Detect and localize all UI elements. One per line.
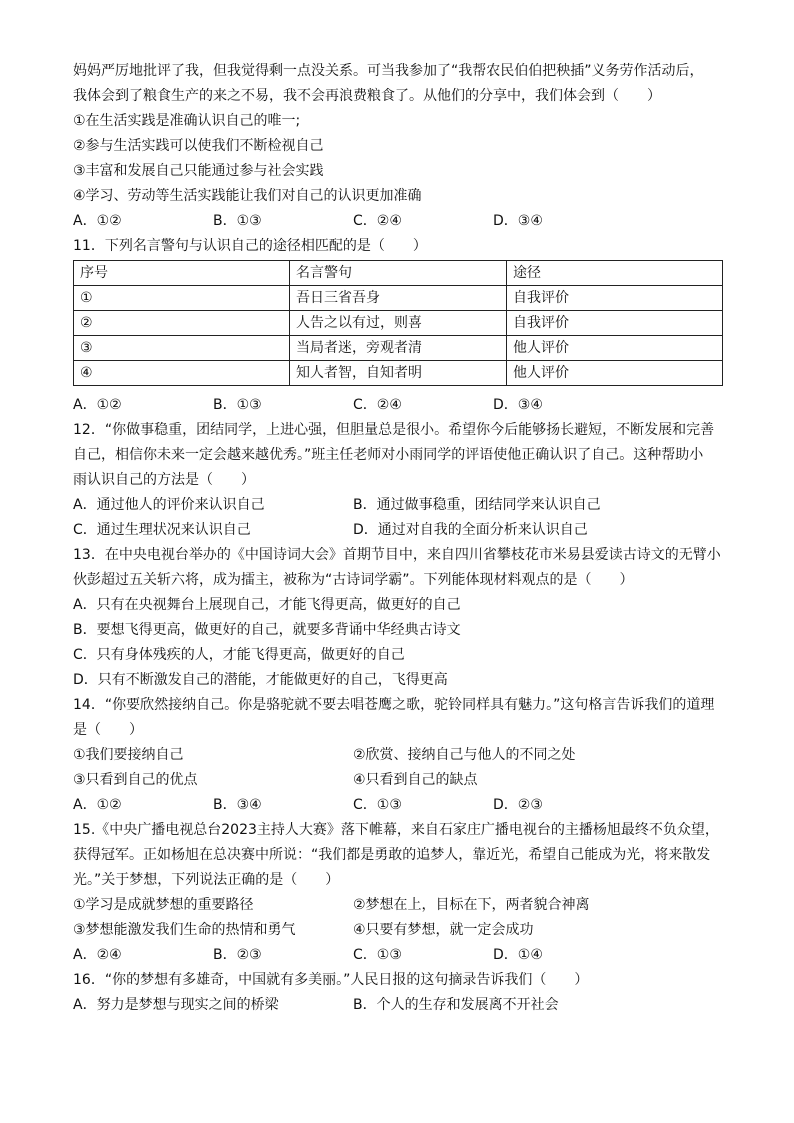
q16-option-b: B．个人的生存和发展离不开社会 (353, 997, 559, 1013)
q11-stem: 11．下列名言警句与认识自己的途径相匹配的是（ ） (73, 238, 427, 254)
q14-item4: ④只看到自己的缺点 (353, 772, 478, 788)
q12-line2: 自己，相信你未来一定会越来越优秀。”班主任老师对小雨同学的评语使他正确认识了自己。这种帮助小 (73, 447, 704, 463)
table-row (74, 361, 723, 386)
table-cell: 自我评价 (507, 311, 723, 336)
q15-option-c: C．①③ (353, 947, 402, 963)
table-cell: 自我评价 (507, 286, 723, 311)
table-cell: 人告之以有过，则喜 (290, 311, 507, 336)
q14-line2: 是（ ） (73, 722, 143, 738)
q13-option-a: A．只有在央视舞台上展现自己，才能飞得更高，做更好的自己 (73, 597, 461, 613)
table-header-cell: 途径 (507, 261, 723, 286)
q13-line1: 13．在中央电视台举办的《中国诗词大会》首期节目中，来自四川省攀枝花市米易县爱读古诗文的无臂小 (73, 547, 721, 563)
q11-option-d: D．③④ (493, 397, 543, 413)
q15-item2: ②梦想在上，目标在下，两者貌合神离 (353, 897, 590, 913)
q13-option-d: D．只有不断激发自己的潜能，才能做更好的自己，飞得更高 (73, 672, 448, 688)
table-cell: ① (74, 286, 290, 311)
q12-line3: 雨认识自己的方法是（ ） (73, 472, 255, 488)
table-header-cell: 名言警句 (290, 261, 507, 286)
table-row (74, 336, 723, 361)
q15-line1: 15.《中央广播电视总台2023主持人大赛》落下帷幕，来自石家庄广播电视台的主播杨旭最终不负众望， (73, 822, 719, 838)
q14-option-a: A．①② (73, 797, 122, 813)
q12-option-d: D．通过对自我的全面分析来认识自己 (353, 522, 588, 538)
q15-item1: ①学习是成就梦想的重要路径 (73, 897, 254, 913)
q14-option-b: B．③④ (213, 797, 262, 813)
q15-option-d: D．①④ (493, 947, 543, 963)
q15-option-b: B．②③ (213, 947, 262, 963)
q15-item3: ③梦想能激发我们生命的热情和勇气 (73, 922, 296, 938)
table-header-row (74, 261, 723, 286)
q12-option-a: A．通过他人的评价来认识自己 (73, 497, 265, 513)
q11-option-b: B．①③ (213, 397, 262, 413)
table-cell: 当局者迷，旁观者清 (290, 336, 507, 361)
q14-option-c: C．①③ (353, 797, 402, 813)
q16-option-a: A．努力是梦想与现实之间的桥梁 (73, 997, 279, 1013)
q12-option-c: C．通过生理状况来认识自己 (73, 522, 251, 538)
table-cell: ④ (74, 361, 290, 386)
q14-line1: 14．“你要欣然接纳自己。你是骆驼就不要去唱苍鹰之歌，驼铃同样具有魅力。”这句格言告诉我们的道理 (73, 697, 715, 713)
q16-stem: 16．“你的梦想有多雄奇，中国就有多美丽。”人民日报的这句摘录告诉我们（ ） (73, 972, 589, 988)
q10-option-a: A．①② (73, 213, 122, 229)
q14-item1: ①我们要接纳自己 (73, 747, 184, 763)
q11-option-a: A．①② (73, 397, 122, 413)
q10-item4: ④学习、劳动等生活实践能让我们对自己的认识更加准确 (73, 188, 422, 204)
table-cell: 他人评价 (507, 361, 723, 386)
table-cell: ③ (74, 336, 290, 361)
q15-item4: ④只要有梦想，就一定会成功 (353, 922, 534, 938)
q10-line2: 我体会到了粮食生产的来之不易，我不会再浪费粮食了。从他们的分享中，我们体会到（ ） (73, 88, 661, 104)
q10-option-d: D．③④ (493, 213, 543, 229)
q10-line1: 妈妈严厉地批评了我，但我觉得剩一点没关系。可当我参加了“我帮农民伯伯把秧插”义务劳作活动后， (73, 63, 704, 79)
q10-item3: ③丰富和发展自己只能通过参与社会实践 (73, 163, 324, 179)
q12-option-b: B．通过做事稳重，团结同学来认识自己 (353, 497, 601, 513)
q14-option-d: D．②③ (493, 797, 543, 813)
table-row (74, 311, 723, 336)
table-cell: 知人者智，自知者明 (290, 361, 507, 386)
q12-line1: 12．“你做事稳重，团结同学，上进心强，但胆量总是很小。希望你今后能够扬长避短，不断发展和完善 (73, 422, 715, 438)
q14-item3: ③只看到自己的优点 (73, 772, 198, 788)
q13-option-c: C．只有身体残疾的人，才能飞得更高，做更好的自己 (73, 647, 405, 663)
q15-line2: 获得冠军。正如杨旭在总决赛中所说：“我们都是勇敢的追梦人，靠近光，希望自己能成为光，将来散发 (73, 847, 711, 863)
table-cell: ② (74, 311, 290, 336)
table-row (74, 286, 723, 311)
q10-option-b: B．①③ (213, 213, 262, 229)
q11-table (73, 260, 723, 386)
q11-option-c: C．②④ (353, 397, 402, 413)
q14-item2: ②欣赏、接纳自己与他人的不同之处 (353, 747, 576, 763)
table-cell: 他人评价 (507, 336, 723, 361)
q13-option-b: B．要想飞得更高，做更好的自己，就要多背诵中华经典古诗文 (73, 622, 461, 638)
q10-item2: ②参与生活实践可以使我们不断检视自己 (73, 138, 324, 154)
q10-item1: ①在生活实践是准确认识自己的唯一; (73, 113, 301, 129)
q15-line3: 光。”关于梦想，下列说法正确的是（ ） (73, 872, 340, 888)
q13-line2: 伙彭超过五关斩六将，成为擂主，被称为“古诗词学霸”。下列能体现材料观点的是（ ） (73, 572, 634, 588)
q10-option-c: C．②④ (353, 213, 402, 229)
table-cell: 吾日三省吾身 (290, 286, 507, 311)
q15-option-a: A．②④ (73, 947, 122, 963)
table-header-cell: 序号 (74, 261, 290, 286)
